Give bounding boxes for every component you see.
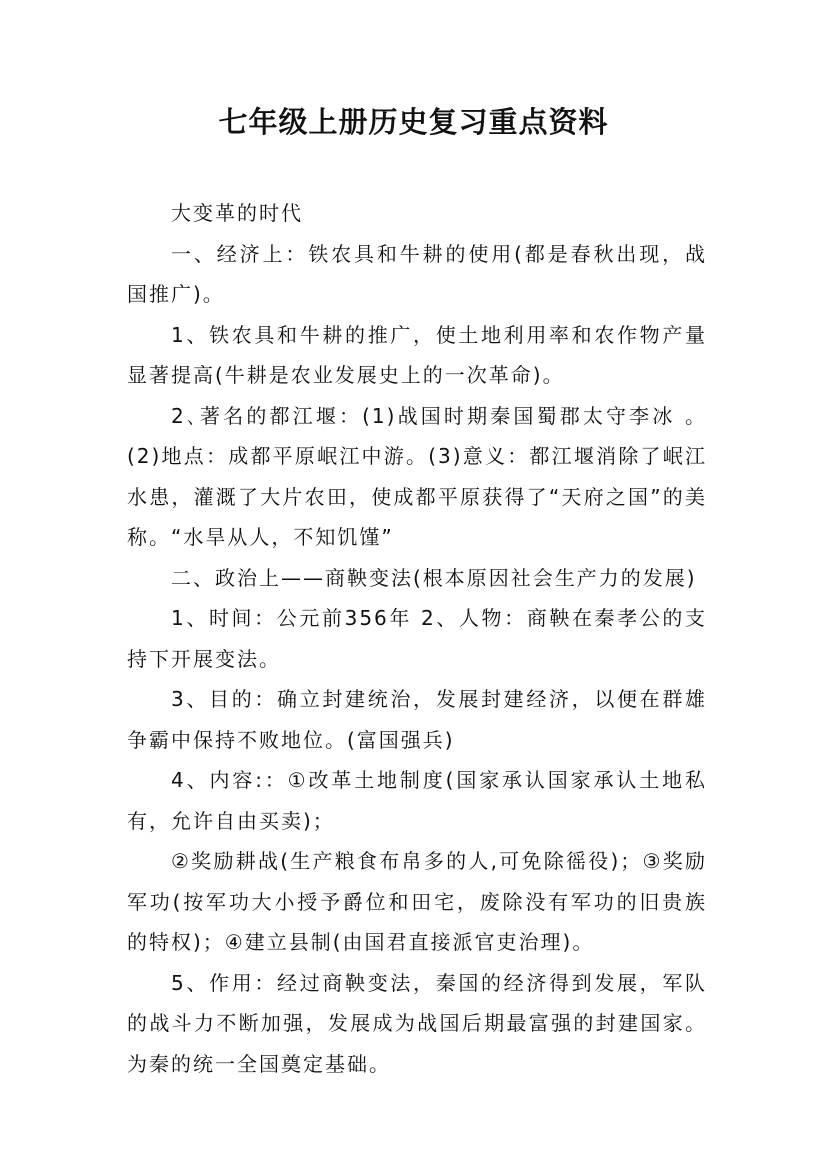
paragraph-iron-tools: 1、铁农具和牛耕的推广，使土地利用率和农作物产量显著提高(牛耕是农业发展史上的一次革命)。 — [127, 322, 707, 387]
paragraph-effect: 5、作用：经过商鞅变法，秦国的经济得到发展，军队的战斗力不断加强，发展成为战国后期最富强的封建国家。为秦的统一全国奠定基础。 — [127, 970, 707, 1076]
document-body — [127, 193, 707, 1084]
page-title: 七年级上册历史复习重点资料 — [218, 105, 609, 139]
paragraph-politics-heading: 二、政治上——商鞅变法(根本原因社会生产力的发展) — [171, 565, 697, 590]
paragraph-time-person: 1、时间：公元前356年 2、人物：商鞅在秦孝公的支持下开展变法。 — [127, 606, 707, 671]
paragraph-purpose: 3、目的：确立封建统治，发展封建经济，以便在群雄争霸中保持不败地位。(富国强兵) — [127, 687, 707, 752]
paragraph-content: 4、内容:：①改革土地制度(国家承认国家承认土地私有，允许自由买卖)； — [127, 768, 707, 833]
paragraph-dujiangyan: 2､著名的都江堰：(1)战国时期秦国蜀郡太守李冰 。(2)地点：成都平原岷江中游。(3)意义：都江堰消除了岷江水患，灌溉了大片农田，使成都平原获得了“天府之国”的美称。“水旱从人，不知饥馑” — [127, 403, 707, 549]
section-heading: 大变革的时代 — [171, 201, 303, 225]
paragraph-economy-heading: 一、经济上：铁农具和牛耕的使用(都是春秋出现，战国推广)。 — [127, 241, 707, 306]
paragraph-content-continued: ②奖励耕战(生产粮食布帛多的人,可免除徭役)；③奖励军功(按军功大小授予爵位和田宅，废除没有军功的旧贵族的特权)；④建立县制(由国君直接派官吏治理)。 — [127, 849, 707, 954]
